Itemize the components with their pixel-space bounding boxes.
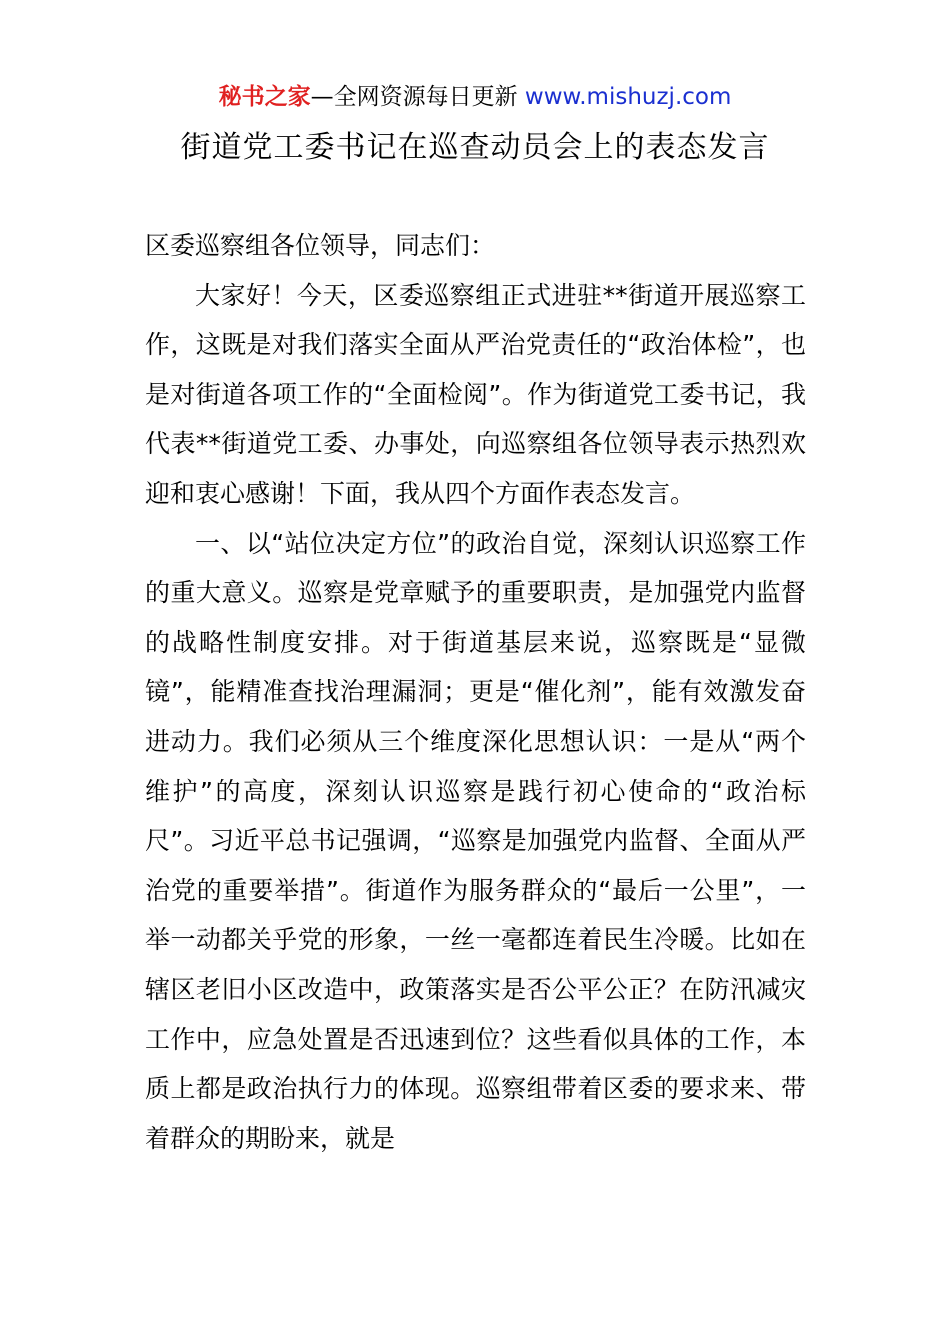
banner-tagline: —全网资源每日更新 (310, 84, 518, 110)
site-url-link[interactable]: www.mishuzj.com (524, 84, 732, 110)
paragraph-section-one: 一、以“站位决定方位”的政治自觉，深刻认识巡察工作的重大意义。巡察是党章赋予的重要职责，是加强党内监督的战略性制度安排。对于街道基层来说，巡察既是“显微镜”，能精准查找治理漏洞；更是“催化剂”，能有效激发奋进动力。我们必须从三个维度深化思想认识：一是从“两个维护”的高度，深刻认识巡察是践行初心使命的“政治标尺”。习近平总书记强调，“巡察是加强党内监督、全面从严治党的重要举措”。街道作为服务群众的“最后一公里”，一举一动都关乎党的形象，一丝一毫都连着民生冷暖。比如在辖区老旧小区改造中，政策落实是否公平公正？在防汛减灾工作中，应急处置是否迅速到位？这些看似具体的工作，本质上都是政治执行力的体现。巡察组带着区委的要求来、带着群众的期盼来，就是 (145, 528, 806, 1153)
document-title: 街道党工委书记在巡查动员会上的表态发言 (180, 130, 770, 165)
site-banner (0, 82, 950, 112)
paragraph-intro: 大家好！今天，区委巡察组正式进驻**街道开展巡察工作，这既是对我们落实全面从严治党责任的“政治体检”，也是对街道各项工作的“全面检阅”。作为街道党工委书记，我代表**街道党工委、办事处，向巡察组各位领导表示热烈欢迎和衷心感谢！下面，我从四个方面作表态发言。 (145, 280, 806, 508)
brand-name: 秘书之家 (218, 84, 311, 110)
salutation: 区委巡察组各位领导，同志们： (145, 231, 496, 260)
document-body (145, 221, 806, 1163)
